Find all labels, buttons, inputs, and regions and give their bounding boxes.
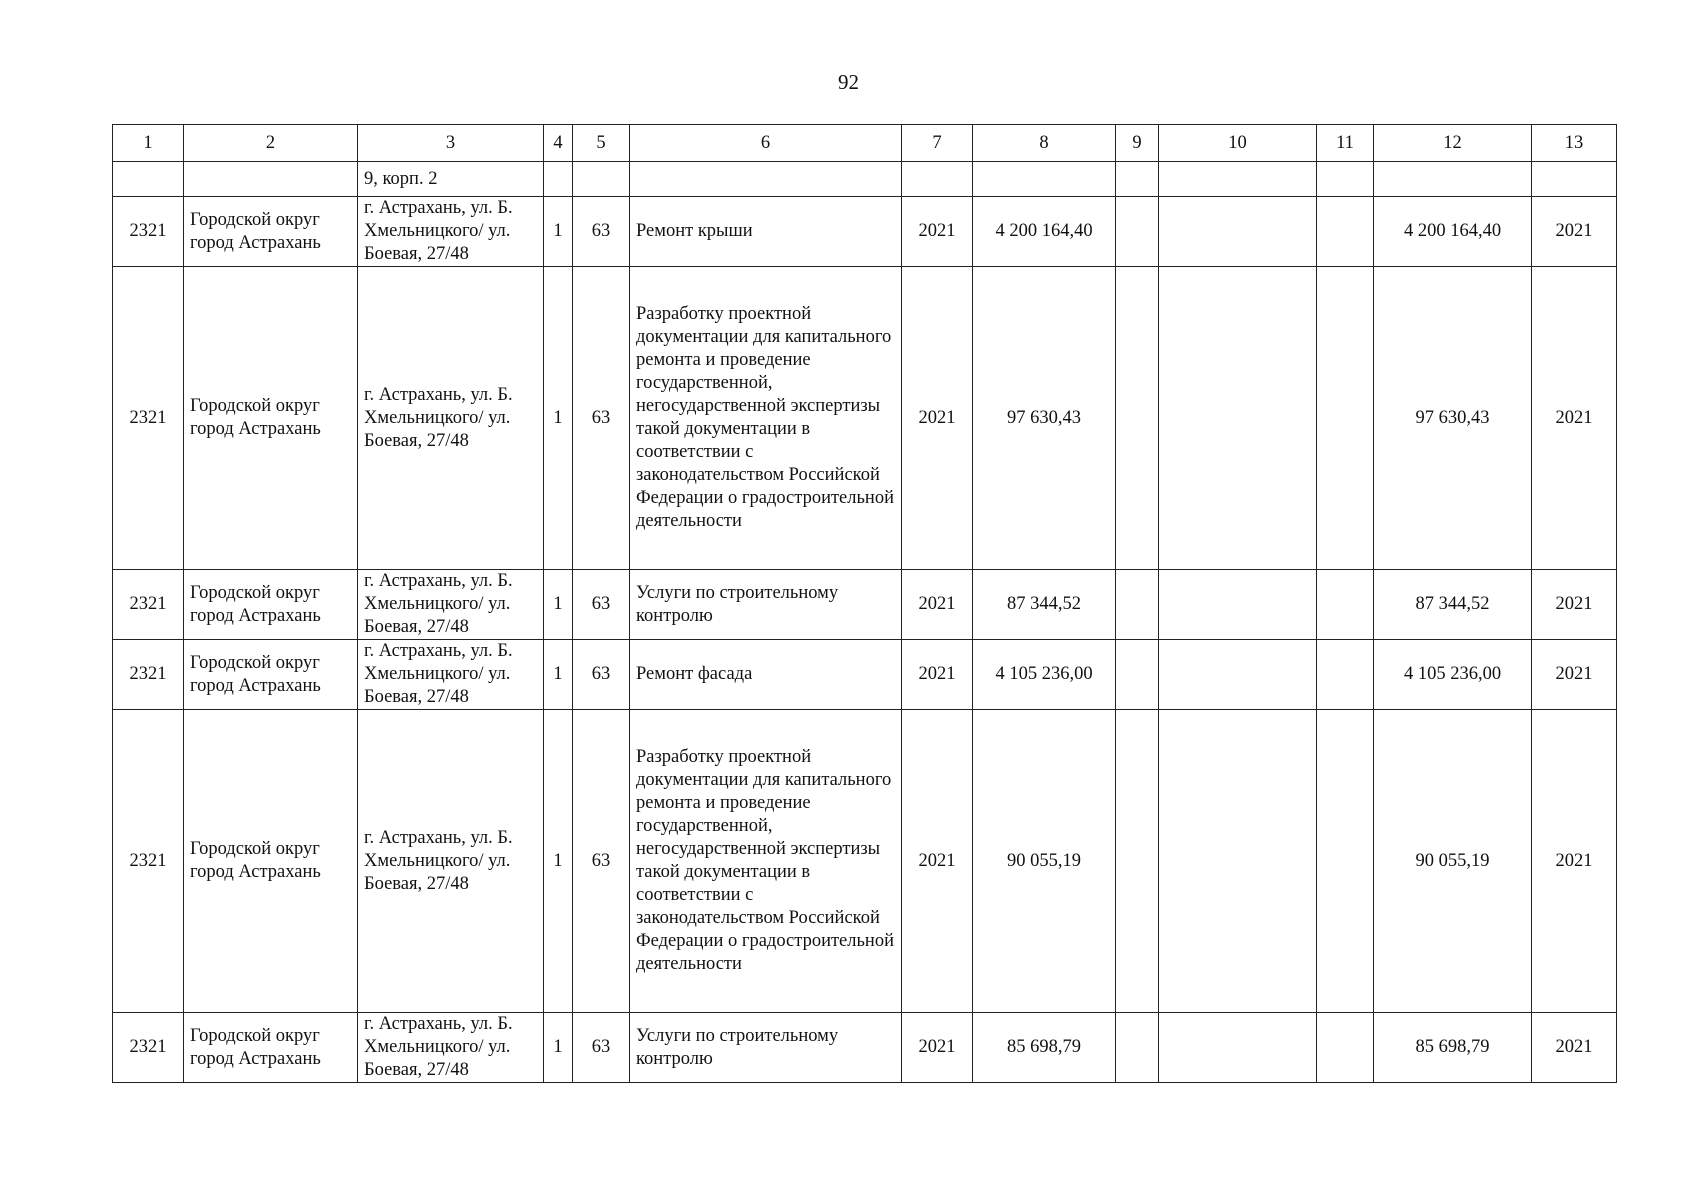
municipality-cell: Городской округ город Астрахань — [184, 267, 358, 570]
col5-cell: 63 — [573, 710, 630, 1013]
continuation-row — [113, 162, 1617, 197]
row-code-cell: 2321 — [113, 197, 184, 267]
row-code-cell: 2321 — [113, 267, 184, 570]
col9-cell — [1116, 267, 1159, 570]
col5-cell: 63 — [573, 267, 630, 570]
col11-cell — [1317, 267, 1374, 570]
col9-cell — [1116, 710, 1159, 1013]
data-table — [112, 124, 1617, 1083]
column-header: 8 — [973, 125, 1116, 162]
address-cell: г. Астрахань, ул. Б. Хмельницкого/ ул. Боевая, 27/48 — [358, 1013, 544, 1083]
address-cell: г. Астрахань, ул. Б. Хмельницкого/ ул. Боевая, 27/48 — [358, 197, 544, 267]
municipality-cell: Городской округ город Астрахань — [184, 1013, 358, 1083]
cost-cell: 85 698,79 — [973, 1013, 1116, 1083]
col10-cell — [1159, 1013, 1317, 1083]
col9-cell — [1116, 197, 1159, 267]
amount-cell: 4 200 164,40 — [1374, 197, 1532, 267]
table-row — [113, 1013, 1617, 1083]
col5-cell: 63 — [573, 570, 630, 640]
cost-cell: 97 630,43 — [973, 267, 1116, 570]
col4-cell: 1 — [544, 710, 573, 1013]
row-code-cell: 2321 — [113, 1013, 184, 1083]
final-year-cell: 2021 — [1532, 197, 1617, 267]
table-row — [113, 640, 1617, 710]
column-header: 2 — [184, 125, 358, 162]
table-row — [113, 570, 1617, 640]
amount-cell: 4 105 236,00 — [1374, 640, 1532, 710]
column-number-row — [113, 125, 1617, 162]
row-code-cell: 2321 — [113, 640, 184, 710]
final-year-cell: 2021 — [1532, 710, 1617, 1013]
column-header: 12 — [1374, 125, 1532, 162]
col9-cell — [1116, 570, 1159, 640]
page-number: 92 — [838, 70, 859, 94]
col4-cell: 1 — [544, 640, 573, 710]
address-cell: г. Астрахань, ул. Б. Хмельницкого/ ул. Боевая, 27/48 — [358, 640, 544, 710]
year-cell: 2021 — [902, 640, 973, 710]
amount-cell: 85 698,79 — [1374, 1013, 1532, 1083]
work-type-cell: Ремонт фасада — [630, 640, 902, 710]
column-header: 1 — [113, 125, 184, 162]
col4-cell: 1 — [544, 570, 573, 640]
amount-cell: 87 344,52 — [1374, 570, 1532, 640]
col11-cell — [1317, 710, 1374, 1013]
col9-cell — [1116, 1013, 1159, 1083]
cost-cell: 4 105 236,00 — [973, 640, 1116, 710]
column-header: 3 — [358, 125, 544, 162]
column-header: 9 — [1116, 125, 1159, 162]
address-cell: г. Астрахань, ул. Б. Хмельницкого/ ул. Боевая, 27/48 — [358, 570, 544, 640]
work-type-cell: Услуги по строительному контролю — [630, 1013, 902, 1083]
column-header: 5 — [573, 125, 630, 162]
column-header: 6 — [630, 125, 902, 162]
col10-cell — [1159, 640, 1317, 710]
municipality-cell: Городской округ город Астрахань — [184, 640, 358, 710]
work-type-cell: Разработку проектной документации для капитального ремонта и проведение государственной, негосударственной экспертизы такой документации в соответствии с законодательством Российской Федерации о градостроительной деятельности — [630, 267, 902, 570]
row-code-cell: 2321 — [113, 570, 184, 640]
address-cell: 9, корп. 2 — [358, 162, 544, 197]
final-year-cell: 2021 — [1532, 267, 1617, 570]
address-cell: г. Астрахань, ул. Б. Хмельницкого/ ул. Боевая, 27/48 — [358, 267, 544, 570]
col11-cell — [1317, 570, 1374, 640]
table-row — [113, 267, 1617, 570]
year-cell: 2021 — [902, 267, 973, 570]
col4-cell: 1 — [544, 197, 573, 267]
work-type-cell: Ремонт крыши — [630, 197, 902, 267]
municipality-cell: Городской округ город Астрахань — [184, 197, 358, 267]
cost-cell: 90 055,19 — [973, 710, 1116, 1013]
municipality-cell: Городской округ город Астрахань — [184, 710, 358, 1013]
address-cell: г. Астрахань, ул. Б. Хмельницкого/ ул. Боевая, 27/48 — [358, 710, 544, 1013]
table-row — [113, 710, 1617, 1013]
year-cell: 2021 — [902, 710, 973, 1013]
row-code-cell: 2321 — [113, 710, 184, 1013]
col10-cell — [1159, 197, 1317, 267]
col10-cell — [1159, 710, 1317, 1013]
column-header: 10 — [1159, 125, 1317, 162]
cost-cell: 4 200 164,40 — [973, 197, 1116, 267]
year-cell: 2021 — [902, 570, 973, 640]
table-row — [113, 197, 1617, 267]
col10-cell — [1159, 267, 1317, 570]
col9-cell — [1116, 640, 1159, 710]
col5-cell: 63 — [573, 197, 630, 267]
col4-cell: 1 — [544, 267, 573, 570]
col11-cell — [1317, 640, 1374, 710]
col10-cell — [1159, 570, 1317, 640]
column-header: 11 — [1317, 125, 1374, 162]
final-year-cell: 2021 — [1532, 570, 1617, 640]
col11-cell — [1317, 1013, 1374, 1083]
cost-cell: 87 344,52 — [973, 570, 1116, 640]
year-cell: 2021 — [902, 197, 973, 267]
column-header: 13 — [1532, 125, 1617, 162]
column-header: 7 — [902, 125, 973, 162]
amount-cell: 90 055,19 — [1374, 710, 1532, 1013]
final-year-cell: 2021 — [1532, 640, 1617, 710]
col11-cell — [1317, 197, 1374, 267]
col5-cell: 63 — [573, 640, 630, 710]
year-cell: 2021 — [902, 1013, 973, 1083]
municipality-cell: Городской округ город Астрахань — [184, 570, 358, 640]
col4-cell: 1 — [544, 1013, 573, 1083]
work-type-cell: Разработку проектной документации для капитального ремонта и проведение государственной, негосударственной экспертизы такой документации в соответствии с законодательством Российской Федерации о градостроительной деятельности — [630, 710, 902, 1013]
amount-cell: 97 630,43 — [1374, 267, 1532, 570]
column-header: 4 — [544, 125, 573, 162]
work-type-cell: Услуги по строительному контролю — [630, 570, 902, 640]
col5-cell: 63 — [573, 1013, 630, 1083]
final-year-cell: 2021 — [1532, 1013, 1617, 1083]
